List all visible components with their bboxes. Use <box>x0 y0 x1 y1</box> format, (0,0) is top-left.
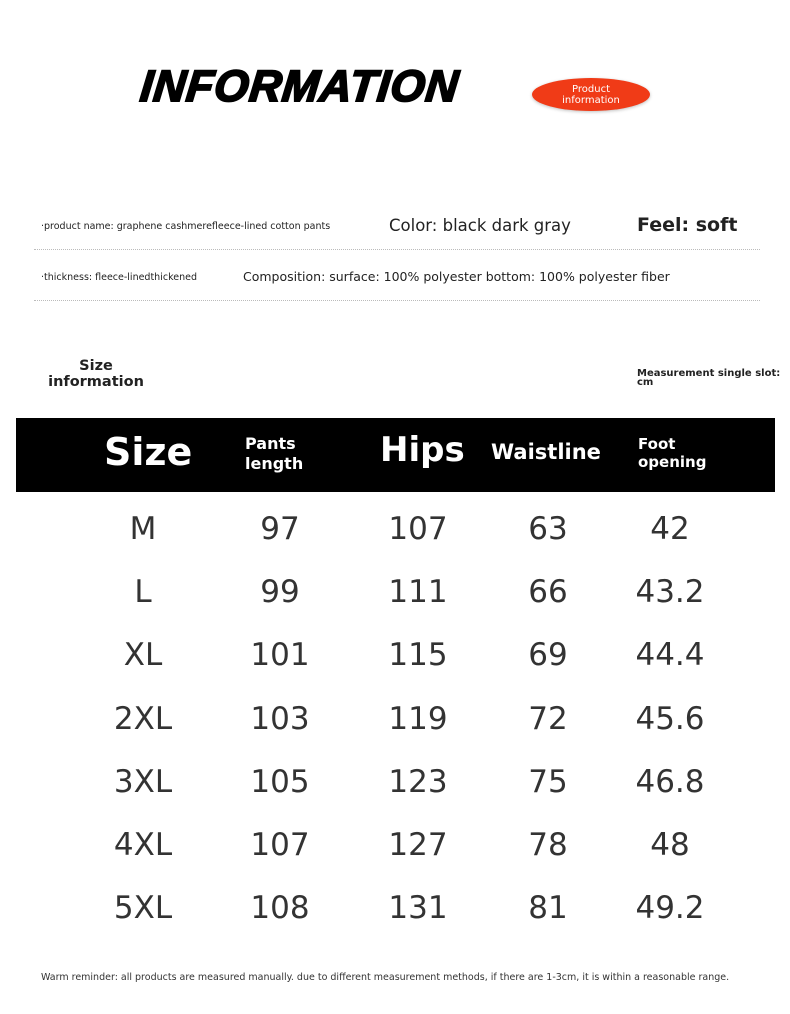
measurement-unit-label <box>637 369 780 387</box>
badge-line-2: information <box>562 94 620 106</box>
cell-foot-opening: 46.8 <box>635 763 705 800</box>
warm-reminder: Warm reminder: all products are measured manually. due to different measurement methods, if there are 1-3cm, it is within a reasonable range. <box>41 972 730 983</box>
cell-hips: 131 <box>388 890 448 927</box>
cell-waistline: 63 <box>528 511 568 547</box>
cell-size: 2XL <box>113 700 173 737</box>
cell-pants-length: 107 <box>250 826 310 863</box>
cell-waistline: 66 <box>528 574 568 611</box>
cell-size: 3XL <box>113 763 173 800</box>
table-row <box>16 877 775 940</box>
size-information-label <box>40 358 152 390</box>
cell-waistline: 69 <box>528 637 568 674</box>
cell-pants-length: 108 <box>250 890 310 927</box>
cell-foot-opening: 49.2 <box>635 890 705 927</box>
product-name: ·product name: graphene cashmerefleece-lined cotton pants <box>41 221 331 232</box>
cell-hips: 123 <box>388 763 448 800</box>
badge-line-1: Product <box>572 83 610 95</box>
product-feel: Feel: soft <box>637 214 738 236</box>
cell-foot-opening: 43.2 <box>635 574 705 611</box>
product-thickness: ·thickness: fleece-linedthickened <box>41 272 197 283</box>
size-info-line-2: information <box>48 374 144 390</box>
header-hips: Hips <box>380 430 465 470</box>
cell-size: L <box>134 574 152 611</box>
cell-waistline: 78 <box>528 826 568 863</box>
product-composition: Composition: surface: 100% polyester bottom: 100% polyester fiber <box>243 269 670 284</box>
cell-hips: 119 <box>388 700 448 737</box>
divider <box>34 300 760 301</box>
cell-size: XL <box>123 637 163 674</box>
cell-pants-length: 103 <box>250 700 310 737</box>
header-pants-length: Pants length <box>245 434 304 473</box>
cell-foot-opening: 42 <box>650 511 690 547</box>
size-table-body <box>16 498 775 940</box>
page-title: INFORMATION <box>138 62 462 111</box>
size-table-header <box>16 418 775 492</box>
cell-foot-opening: 48 <box>650 826 690 863</box>
cell-foot-opening: 44.4 <box>635 637 705 674</box>
measurement-line-2: cm <box>637 377 654 388</box>
measurement-line-1: Measurement single slot: <box>637 368 781 379</box>
cell-hips: 127 <box>388 826 448 863</box>
cell-pants-length: 99 <box>260 574 300 611</box>
header-waistline: Waistline <box>491 440 601 464</box>
cell-foot-opening: 45.6 <box>635 700 705 737</box>
table-row <box>16 498 775 561</box>
cell-hips: 107 <box>388 511 448 547</box>
table-row <box>16 624 775 687</box>
header-foot-opening: Foot opening <box>638 435 707 471</box>
size-info-line-1: Size <box>79 358 113 374</box>
table-row <box>16 688 775 751</box>
cell-pants-length: 97 <box>260 511 300 547</box>
cell-size: 5XL <box>113 890 173 927</box>
cell-waistline: 75 <box>528 763 568 800</box>
cell-pants-length: 101 <box>250 637 310 674</box>
table-row <box>16 751 775 814</box>
cell-size: M <box>129 511 157 547</box>
table-row <box>16 561 775 624</box>
cell-size: 4XL <box>113 826 173 863</box>
cell-hips: 111 <box>388 574 448 611</box>
divider <box>34 249 760 250</box>
cell-pants-length: 105 <box>250 763 310 800</box>
product-color: Color: black dark gray <box>389 216 571 235</box>
table-row <box>16 814 775 877</box>
cell-waistline: 72 <box>528 700 568 737</box>
header-size: Size <box>104 430 193 474</box>
cell-waistline: 81 <box>528 890 568 927</box>
product-information-badge <box>532 78 650 111</box>
cell-hips: 115 <box>388 637 448 674</box>
